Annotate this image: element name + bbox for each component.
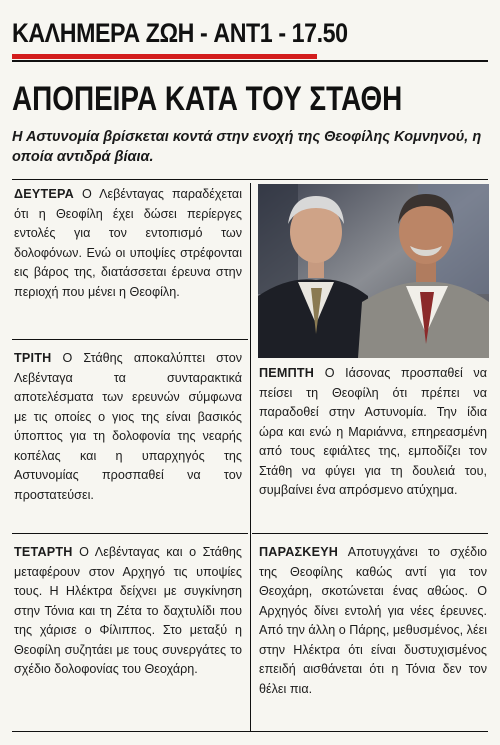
columns-top-rule — [12, 179, 488, 180]
channel-name: ANT1 — [213, 18, 273, 48]
day-block-thursday — [259, 364, 487, 501]
day-label: ΠΑΡΑΣΚΕΥΗ — [259, 545, 339, 559]
section-divider — [12, 339, 248, 340]
day-label: ΠΕΜΠΤΗ — [259, 366, 315, 380]
day-text: Αποτυγχάνει το σχέδιο της Θεοφίλης καθώς αντί για τον Θεοχάρη, σκοτώνεται ένας αθώος. Ο Αρχηγός δίνει εντολή για νέες έρευνες. Από την άλλη ο Πάρης, μεθυσμένος, λέει στην Ηλέκτρα ότι είναι δυστυχισμένος επειδή αισθάνεται ότι η Τόνια δεν τον θέλει πια. — [259, 545, 487, 696]
day-text: Ο Ιάσονας προσπαθεί να πείσει τη Θεοφίλη ότι πρέπει να παραδοθεί στην Αστυνομία. Την ίδια ώρα και ενώ η Μαριάννα, επηρεασμένη από τους εφιάλτες της, εμποδίζει τον Στάθη να φύγει για τη δουλειά του, συμβαίνει ένα απρόσμενο ατύχημα. — [259, 366, 487, 497]
red-rule — [12, 54, 317, 59]
day-block-tuesday — [14, 349, 242, 505]
day-label: ΤΕΤΑΡΤΗ — [14, 545, 73, 559]
column-divider — [250, 183, 251, 731]
day-block-monday — [14, 185, 242, 302]
day-block-friday — [259, 543, 487, 699]
day-block-wednesday — [14, 543, 242, 680]
day-label: ΤΡΙΤΗ — [14, 351, 52, 365]
program-header — [12, 18, 348, 48]
bottom-rule — [12, 731, 488, 732]
section-divider — [252, 533, 488, 534]
day-text: Ο Λεβένταγας παραδέχεται ότι η Θεοφίλη έχει δώσει περίεργες εντολές για τον εντοπισμό των δολοφόνων. Ενώ οι υποψίες στρέφονται εις βάρος της, διατάσσεται έρευνα στην περιοχή που μένει η Θεοφίλη. — [14, 187, 243, 299]
header-separator: - — [272, 18, 292, 48]
day-label: ΔΕΥΤΕΡΑ — [14, 187, 74, 201]
subheadline: Η Αστυνομία βρίσκεται κοντά στην ενοχή της Θεοφίλης Κομνηνού, η οποία αντιδρά βίαια. — [12, 129, 482, 165]
day-text: Ο Στάθης αποκαλύπτει στον Λεβένταγα τα συνταρακτικά αποτελέσματα των ερευνών σύμφωνα με τις οποίες ο γιος της είναι βασικός ύποπτος για τη δολοφονία της νεαρής κοπέλας και η υπαρχηγός της Αστυνομίας προσπαθεί να τον προστατεύσει. — [14, 351, 242, 502]
show-title: ΚΑΛΗΜΕΡΑ ΖΩΗ — [12, 18, 195, 48]
header-separator: - — [194, 18, 214, 48]
air-time: 17.50 — [291, 18, 348, 48]
day-text: Ο Λεβένταγας και ο Στάθης μεταφέρουν στον Αρχηγό τις υποψίες τους. Η Ηλέκτρα δείχνει με συγκίνηση στην Τόνια και τη Ζέτα το δαχτυλίδι που της χάρισε ο Φίλιππος. Στο μεταξύ η Θεοφίλη συζητάει με τους συνεργάτες το σχέδιο δολοφονίας του Θεοχάρη. — [14, 545, 242, 676]
two-men-portrait-photo — [258, 184, 489, 358]
section-divider — [12, 533, 248, 534]
header-rule — [12, 60, 488, 62]
headline: ΑΠΟΠΕΙΡΑ ΚΑΤΑ ΤΟΥ ΣΤΑΘΗ — [12, 80, 403, 118]
